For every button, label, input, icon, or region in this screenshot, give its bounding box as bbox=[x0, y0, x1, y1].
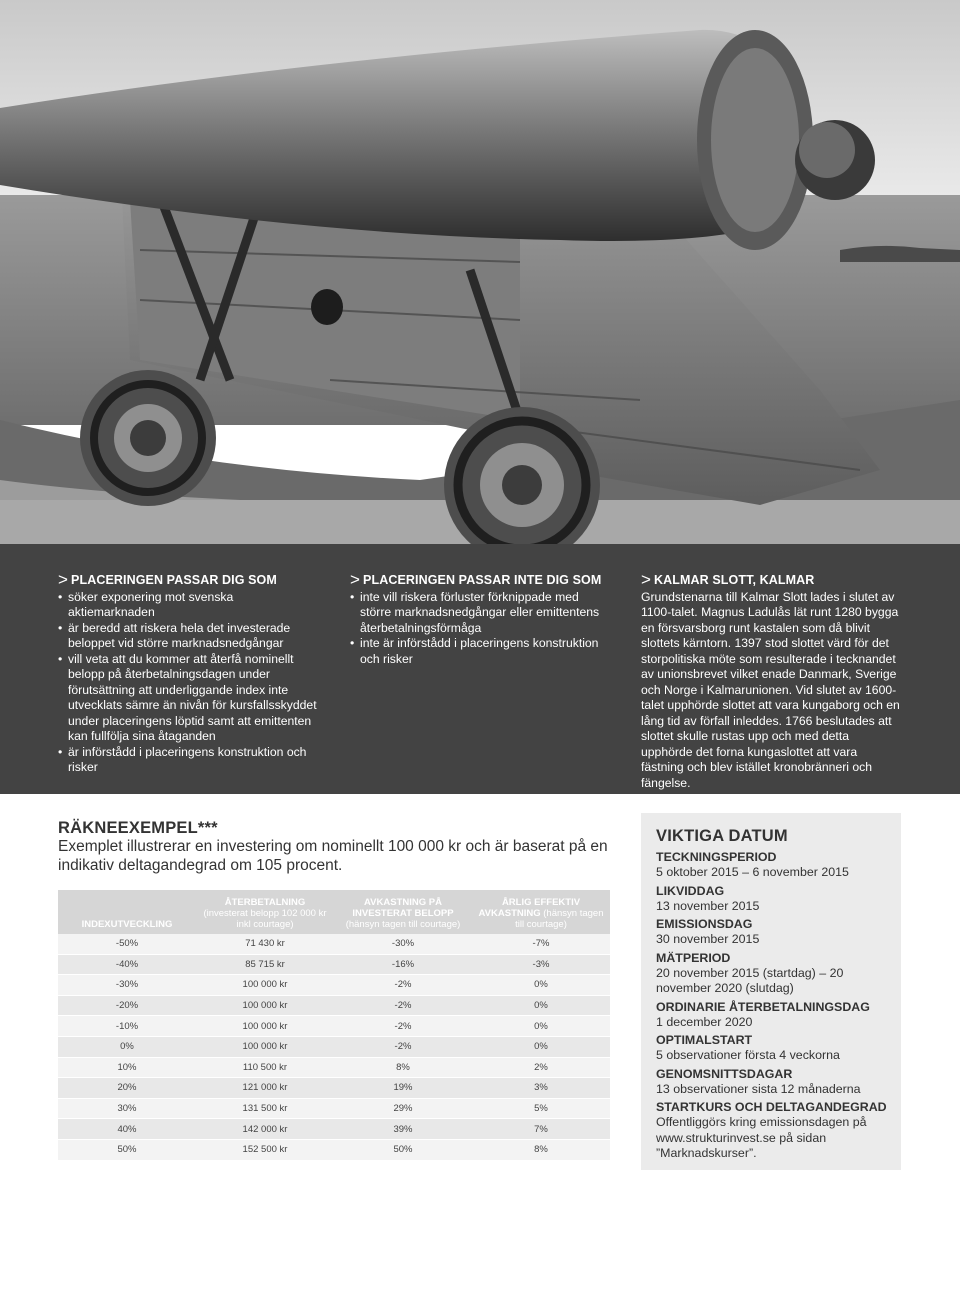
date-label: LIKVIDDAG bbox=[656, 883, 725, 898]
list-item: • inte är införstådd i placeringens konstruktion och risker bbox=[350, 636, 612, 667]
table-cell: 131 500 kr bbox=[196, 1098, 334, 1119]
table-cell: 7% bbox=[472, 1119, 610, 1140]
table-cell: 20% bbox=[58, 1078, 196, 1099]
suits-you-list bbox=[58, 590, 320, 776]
table-cell: -7% bbox=[472, 934, 610, 954]
suits-you-heading: > PLACERINGEN PASSAR DIG SOM bbox=[58, 570, 277, 589]
date-label: STARTKURS OCH DELTAGANDEGRAD bbox=[656, 1100, 887, 1114]
cannon-illustration bbox=[0, 0, 960, 544]
not-suits-you-column bbox=[350, 572, 612, 667]
list-item: • är beredd att riskera hela det investerade beloppet vid större marknadsnedgångar bbox=[58, 621, 320, 652]
table-cell: 0% bbox=[472, 975, 610, 996]
table-cell: 100 000 kr bbox=[196, 995, 334, 1016]
date-label: GENOMSNITTSDAGAR bbox=[656, 1066, 793, 1081]
table-row bbox=[58, 1057, 610, 1078]
table-cell: 29% bbox=[334, 1098, 472, 1119]
table-cell: 85 715 kr bbox=[196, 954, 334, 975]
column-header: ÅTERBETALNING (investerat belopp 102 000 kr inkl courtage) bbox=[196, 890, 334, 934]
table-row bbox=[58, 1139, 610, 1160]
table-cell: 100 000 kr bbox=[196, 1016, 334, 1037]
table-row bbox=[58, 975, 610, 996]
example-table bbox=[58, 890, 610, 1161]
table-cell: 142 000 kr bbox=[196, 1119, 334, 1140]
table-cell: -2% bbox=[334, 1016, 472, 1037]
date-value: 1 december 2020 bbox=[656, 1014, 753, 1029]
table-cell: -16% bbox=[334, 954, 472, 975]
table-cell: 152 500 kr bbox=[196, 1139, 334, 1160]
kalmar-text: Grundstenarna till Kalmar Slott lades i slutet av 1100-talet. Magnus Ladulås lät runt 1280 bygga en försvarsborg runt kastalen som då blivit slottets kärntorn. 1397 stod slottet värd för det storpolitiska möte som resulterade i tecknandet av unionsbrevet vilket enade Danmark, Sverige och Norge i Kalmarunionen. Vid slutet av 1600-talet upphörde slottet att vara kungaborg och en lång tid av förfall inleddes. 1766 beslutades att slottet skulle rustas upp och med detta upphörde det forna kungaslottet att vara fästning och blev istället kronobränneri och fängelse. bbox=[641, 589, 900, 790]
example-title: RÄKNEEXEMPEL*** bbox=[58, 819, 218, 837]
table-cell: 8% bbox=[472, 1139, 610, 1160]
table-cell: -20% bbox=[58, 995, 196, 1016]
list-item: • vill veta att du kommer att återfå nominellt belopp på återbetalningsdagen under förutsättning att underliggande index inte utvecklats sämre än nivån för kursfallsskyddet under placeringens löptid samt att emittenten kan fullfölja sina åtaganden bbox=[58, 652, 320, 745]
table-cell: 0% bbox=[472, 1016, 610, 1037]
table-body bbox=[58, 934, 610, 1160]
date-value: 30 november 2015 bbox=[656, 932, 760, 946]
table-cell: 71 430 kr bbox=[196, 934, 334, 954]
table-cell: 121 000 kr bbox=[196, 1078, 334, 1099]
table-cell: 100 000 kr bbox=[196, 975, 334, 996]
date-value: 13 observationer sista 12 månaderna bbox=[656, 1081, 861, 1096]
cannon-photo bbox=[0, 0, 960, 544]
table-cell: -10% bbox=[58, 1016, 196, 1037]
column-header: AVKASTNING PÅ INVESTERAT BELOPP (hänsyn tagen till courtage) bbox=[334, 890, 472, 934]
not-suits-you-heading: > PLACERINGEN PASSAR INTE DIG SOM bbox=[350, 570, 602, 589]
suits-you-column bbox=[58, 572, 320, 776]
key-dates-content bbox=[656, 827, 894, 1162]
table-cell: 10% bbox=[58, 1057, 196, 1078]
key-dates-box bbox=[641, 813, 901, 1170]
table-cell: 50% bbox=[334, 1139, 472, 1160]
table-cell: -30% bbox=[334, 934, 472, 954]
column-header: INDEXUTVECKLING bbox=[58, 890, 196, 934]
column-header: ÅRLIG EFFEKTIV AVKASTNING (hänsyn tagen till courtage) bbox=[472, 890, 610, 934]
table-cell: 110 500 kr bbox=[196, 1057, 334, 1078]
table-cell: -40% bbox=[58, 954, 196, 975]
table-cell: -3% bbox=[472, 954, 610, 975]
table-cell: 5% bbox=[472, 1098, 610, 1119]
date-label: TECKNINGSPERIOD bbox=[656, 850, 777, 864]
table-cell: 0% bbox=[58, 1036, 196, 1057]
table-row bbox=[58, 1078, 610, 1099]
table-header-row bbox=[58, 890, 610, 934]
table-row bbox=[58, 1098, 610, 1119]
table-row bbox=[58, 1119, 610, 1140]
table-cell: -30% bbox=[58, 975, 196, 996]
key-dates-title: VIKTIGA DATUM bbox=[656, 827, 788, 845]
table-cell: 39% bbox=[334, 1119, 472, 1140]
table-cell: -2% bbox=[334, 995, 472, 1016]
table-row bbox=[58, 934, 610, 954]
table-cell: -2% bbox=[334, 975, 472, 996]
date-value: 13 november 2015 bbox=[656, 898, 760, 913]
table-cell: 0% bbox=[472, 1036, 610, 1057]
date-label: ORDINARIE ÅTERBETALNINGSDAG bbox=[656, 999, 870, 1014]
table-cell: 100 000 kr bbox=[196, 1036, 334, 1057]
table-cell: 0% bbox=[472, 995, 610, 1016]
table-cell: 19% bbox=[334, 1078, 472, 1099]
table-cell: 3% bbox=[472, 1078, 610, 1099]
date-value: 5 oktober 2015 – 6 november 2015 bbox=[656, 865, 849, 879]
date-value: 5 observationer första 4 veckorna bbox=[656, 1048, 840, 1062]
kalmar-column bbox=[641, 572, 903, 791]
example-text: Exemplet illustrerar en investering om nominellt 100 000 kr och är baserat på en indikativ deltagandegrad om 105 procent. bbox=[58, 838, 608, 874]
date-value: 20 november 2015 (startdag) – 20 november 2020 (slutdag) bbox=[656, 965, 844, 995]
not-suits-you-list bbox=[350, 590, 612, 668]
table-row bbox=[58, 1016, 610, 1037]
date-label: EMISSIONSDAG bbox=[656, 917, 753, 931]
table-cell: 40% bbox=[58, 1119, 196, 1140]
table-cell: 50% bbox=[58, 1139, 196, 1160]
kalmar-heading: > KALMAR SLOTT, KALMAR bbox=[641, 570, 815, 589]
info-band bbox=[0, 544, 960, 794]
table-cell: 2% bbox=[472, 1057, 610, 1078]
table-row bbox=[58, 1036, 610, 1057]
date-label: MÄTPERIOD bbox=[656, 950, 731, 965]
table-cell: 30% bbox=[58, 1098, 196, 1119]
list-item: • är införstådd i placeringens konstruktion och risker bbox=[58, 745, 320, 776]
list-item: • söker exponering mot svenska aktiemarknaden bbox=[58, 590, 320, 621]
table-cell: -2% bbox=[334, 1036, 472, 1057]
table-row bbox=[58, 995, 610, 1016]
list-item: • inte vill riskera förluster förknippade med större marknadsnedgångar eller emittentens återbetalningsförmåga bbox=[350, 590, 612, 637]
table-cell: -50% bbox=[58, 934, 196, 954]
table-cell: 8% bbox=[334, 1057, 472, 1078]
date-value: Offentliggörs kring emissionsdagen på www.strukturinvest.se på sidan ”Marknadskurser”. bbox=[656, 1115, 867, 1160]
table-row bbox=[58, 954, 610, 975]
date-label: OPTIMALSTART bbox=[656, 1033, 753, 1047]
